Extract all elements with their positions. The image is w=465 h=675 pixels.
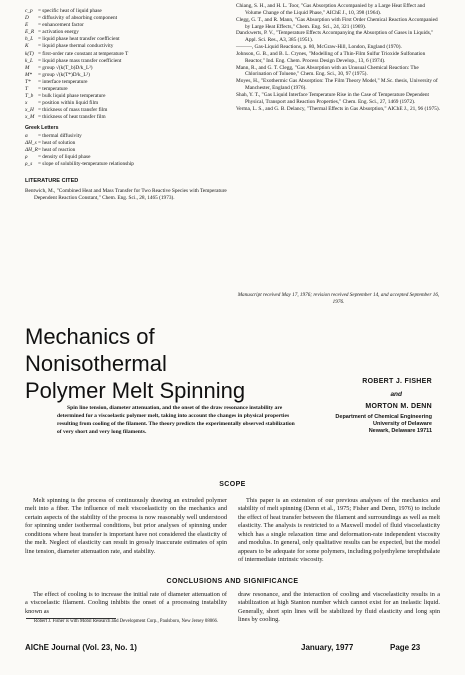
symbol: h_L	[25, 36, 34, 43]
manuscript-note: Manuscript received May 17, 1976; revision received September 14, and accepted September 16, 1976.	[237, 292, 440, 305]
footer-journal: AIChE Journal (Vol. 23, No. 1)	[25, 643, 137, 652]
scope-right-column: This paper is an extension of our previous analyses of the mechanics and stability of melt spinning (Denn et al., 1975; Fisher and Denn, 1976) to include the effect of heat transfer between the filament and surroundings as well as melt elasticity. The analysis is restricted to a Maxwell model of fluid viscoelasticity which has a single relaxation time and deformation-rate independent viscosity and modulus. In general, only qualitative results can be expected, but the model appears to be adequate for some polymers, including polyethylene terephthalate of intermediate intrinsic viscosity.	[238, 497, 440, 564]
greek-letters-heading: Greek Letters	[25, 124, 59, 131]
reference-entry: Chiang, S. H., and H. L. Toor, "Gas Absorption Accompanied by a Large Heat Effect and Volume Change of the Liquid Phase," AIChE J., 10, 398 (1964).	[236, 3, 425, 16]
footer-date: January, 1977	[301, 643, 354, 652]
symbol-row	[25, 58, 240, 65]
references-list	[236, 3, 441, 113]
symbol-definition: = specific heat of liquid phase	[38, 8, 102, 14]
symbol-row	[25, 133, 240, 140]
conclusions-left-column: The effect of cooling is to increase the initial rate of diameter attenuation of a viscoelastic filament. Cooling inhibits the onset of a processing instability known as	[25, 591, 227, 615]
symbol: M*	[25, 71, 33, 78]
symbol-row	[25, 79, 240, 86]
symbol-definition: = temperature	[38, 86, 68, 93]
symbol-definition: = group √(k(T*)D/k_L²)	[38, 71, 90, 78]
symbol: D	[25, 15, 29, 22]
reference-entry: Mann, R., and G. T. Clegg, "Gas Absorption with an Unusual Chemical Reaction: The Chlorination of Toluene," Chem. Eng. Sci., 30, 97 (1975).	[236, 64, 419, 78]
symbol-row	[25, 43, 240, 50]
reference-entry: Verma, L. S., and G. B. Delancy, "Thermal Effects in Gas Absorption," AIChE J., 21, 96 (1975).	[236, 105, 440, 112]
reference-entry: Danckwerts, P. V., "Temperature Effects Accompanying the Absorption of Gases in Liquids," Appl. Sci. Res., A3, 385 (1951).	[236, 30, 434, 44]
symbol: T_b	[25, 93, 34, 100]
symbol-row	[25, 22, 240, 29]
symbol-row	[25, 51, 240, 58]
article-title-line: Polymer Melt Spinning	[25, 378, 246, 403]
symbol-row	[25, 36, 240, 43]
symbol-definition: = group √(k(T_b)D/k_L²)	[38, 64, 93, 71]
symbol: k(T)	[25, 50, 34, 57]
affiliation-line: Department of Chemical Engineering	[335, 414, 432, 420]
author-name: ROBERT J. FISHER	[362, 378, 432, 385]
symbol: x_M	[25, 114, 35, 121]
symbol: ΔH_R	[25, 146, 38, 153]
symbol-definition: = liquid phase thermal conductivity	[38, 43, 114, 50]
affiliation-line: University of Delaware	[373, 421, 432, 427]
symbol-row	[25, 72, 240, 79]
symbol-definition: = slope of solubility-temperature relationship	[38, 160, 134, 167]
symbol-definition: = liquid phase heat transfer coefficient	[38, 36, 120, 43]
symbol-definition: = diffusivity of absorbing component	[38, 15, 118, 22]
symbol-definition: = density of liquid phase	[38, 153, 91, 160]
nomenclature-list	[25, 8, 240, 122]
symbol-definition: = thickness of heat transfer film	[38, 114, 106, 121]
reference-entry: Shah, Y. T., "Gas Liquid Interface Temperature Rise in the Case of Temperature Dependent Physical, Transport and Reaction Properties," Chem. Eng. Sci., 27, 1469 (1972).	[236, 91, 429, 105]
abstract: Spin line tension, diameter attenuation, and the onset of the draw resonance instability are determined for a viscoelastic polymer melt, taking into account the changes in physical properties resulting from cooling of the filament. The theory predicts the experimentally observed stabilization of very short and very long filaments.	[57, 405, 295, 436]
symbol: E_R	[25, 29, 35, 36]
symbol-definition: = activation energy	[38, 29, 79, 36]
nomenclature-section	[25, 8, 240, 201]
symbol-definition: = thickness of mass transfer film	[38, 107, 108, 114]
symbol-row	[25, 140, 240, 147]
footer-page-number: Page 23	[390, 643, 421, 652]
author-block	[282, 378, 432, 435]
greek-letters-list	[25, 133, 240, 168]
symbol: E	[25, 22, 29, 29]
symbol-definition: = bulk liquid phase temperature	[38, 93, 106, 100]
footnote: Robert J. Fisher is with Mobil Research and Development Corp., Paulsboro, New Jersey 08066.	[34, 619, 219, 624]
symbol-row	[25, 161, 240, 168]
symbol: ρ_s	[25, 160, 33, 167]
symbol-definition: = position within liquid film	[38, 100, 99, 107]
reference-entry: Moyes, H., "Exothermic Gas Absorption: The Film Theory Model," M.Sc. thesis, University of Manchester, England (1976).	[236, 78, 438, 92]
symbol: ρ	[25, 153, 28, 160]
symbol-definition: = first-order rate constant at temperature T	[38, 50, 129, 57]
symbol-row	[25, 86, 240, 93]
symbol-definition: = heat of solution	[38, 139, 76, 146]
reference-entry: Clegg, G. T., and R. Mann, "Gas Absorption with First Order Chemical Reaction Accompanied by Large Heat Effects," Chem. Eng. Sci., 24, 321 (1969).	[236, 16, 438, 30]
symbol-definition: = liquid phase mass transfer coefficient	[38, 57, 122, 64]
reference-entry: Johnson, G. B., and B. L. Crynes, "Modelling of a Thin-Film Sulfur Trioxide Sulfonation Reactor," Ind. Eng. Chem. Process Design Develop., 13, 6 (1974).	[236, 50, 426, 64]
conclusions-heading: CONCLUSIONS AND SIGNIFICANCE	[166, 578, 299, 585]
symbol-row	[25, 65, 240, 72]
literature-entry: Bentwich, M., "Combined Heat and Mass Transfer for Two Reactive Species with Temperature Dependent Reaction Constant," Chem. Eng. Sci., 28, 1465 (1973).	[25, 188, 227, 201]
symbol-definition: = heat of reaction	[38, 146, 76, 153]
scope-left-column: Melt spinning is the process of continuously drawing an extruded polymer melt into a fiber. The influence of melt viscoelasticity on the mechanics and certain aspects of the stability of the process is now reasonably well understood for spinning under isothermal conditions, but prior analyses of spinning under conditions where heat transfer is important have not considered the elasticity of the melt. Neglect of elasticity can result in grossly inaccurate estimates of spin line tension, diameter attenuation rate, and stability.	[25, 497, 227, 555]
symbol: x	[25, 100, 28, 107]
symbol: M	[25, 64, 30, 71]
conclusions-right-column: draw resonance, and the interaction of cooling and viscoelasticity results in a stabilization at high Stanton number which cannot exist for an inelastic liquid. Generally, short spin lines will be stabilized by fluid elasticity and long spin lines by cooling.	[238, 591, 440, 624]
author-name: MORTON M. DENN	[365, 403, 432, 410]
symbol-definition: = enhancement factor	[38, 22, 84, 29]
symbol-definition: = thermal diffusivity	[38, 132, 82, 139]
reference-entry: ———, Gas-Liquid Reactions, p. 80, McGraw-Hill, London, England (1970).	[236, 44, 402, 51]
author-conjunction: and	[390, 391, 402, 398]
scope-heading: SCOPE	[219, 481, 246, 488]
symbol: K	[25, 43, 29, 50]
symbol-row	[25, 114, 240, 121]
symbol: ΔH_s	[25, 139, 37, 146]
article-title-line: Mechanics of Nonisothermal	[25, 324, 167, 376]
symbol: T*	[25, 78, 31, 85]
symbol-row	[25, 147, 240, 154]
symbol-row	[25, 154, 240, 161]
symbol: k_L	[25, 57, 33, 64]
symbol: α	[25, 132, 28, 139]
affiliation-line: Newark, Delaware 19711	[368, 428, 432, 434]
symbol-definition: = interface temperature	[38, 78, 88, 85]
literature-cited-heading: LITERATURE CITED	[25, 178, 79, 185]
symbol: T	[25, 86, 28, 93]
symbol: c_p	[25, 8, 33, 14]
symbol: x_H	[25, 107, 34, 114]
article-title	[25, 323, 285, 404]
